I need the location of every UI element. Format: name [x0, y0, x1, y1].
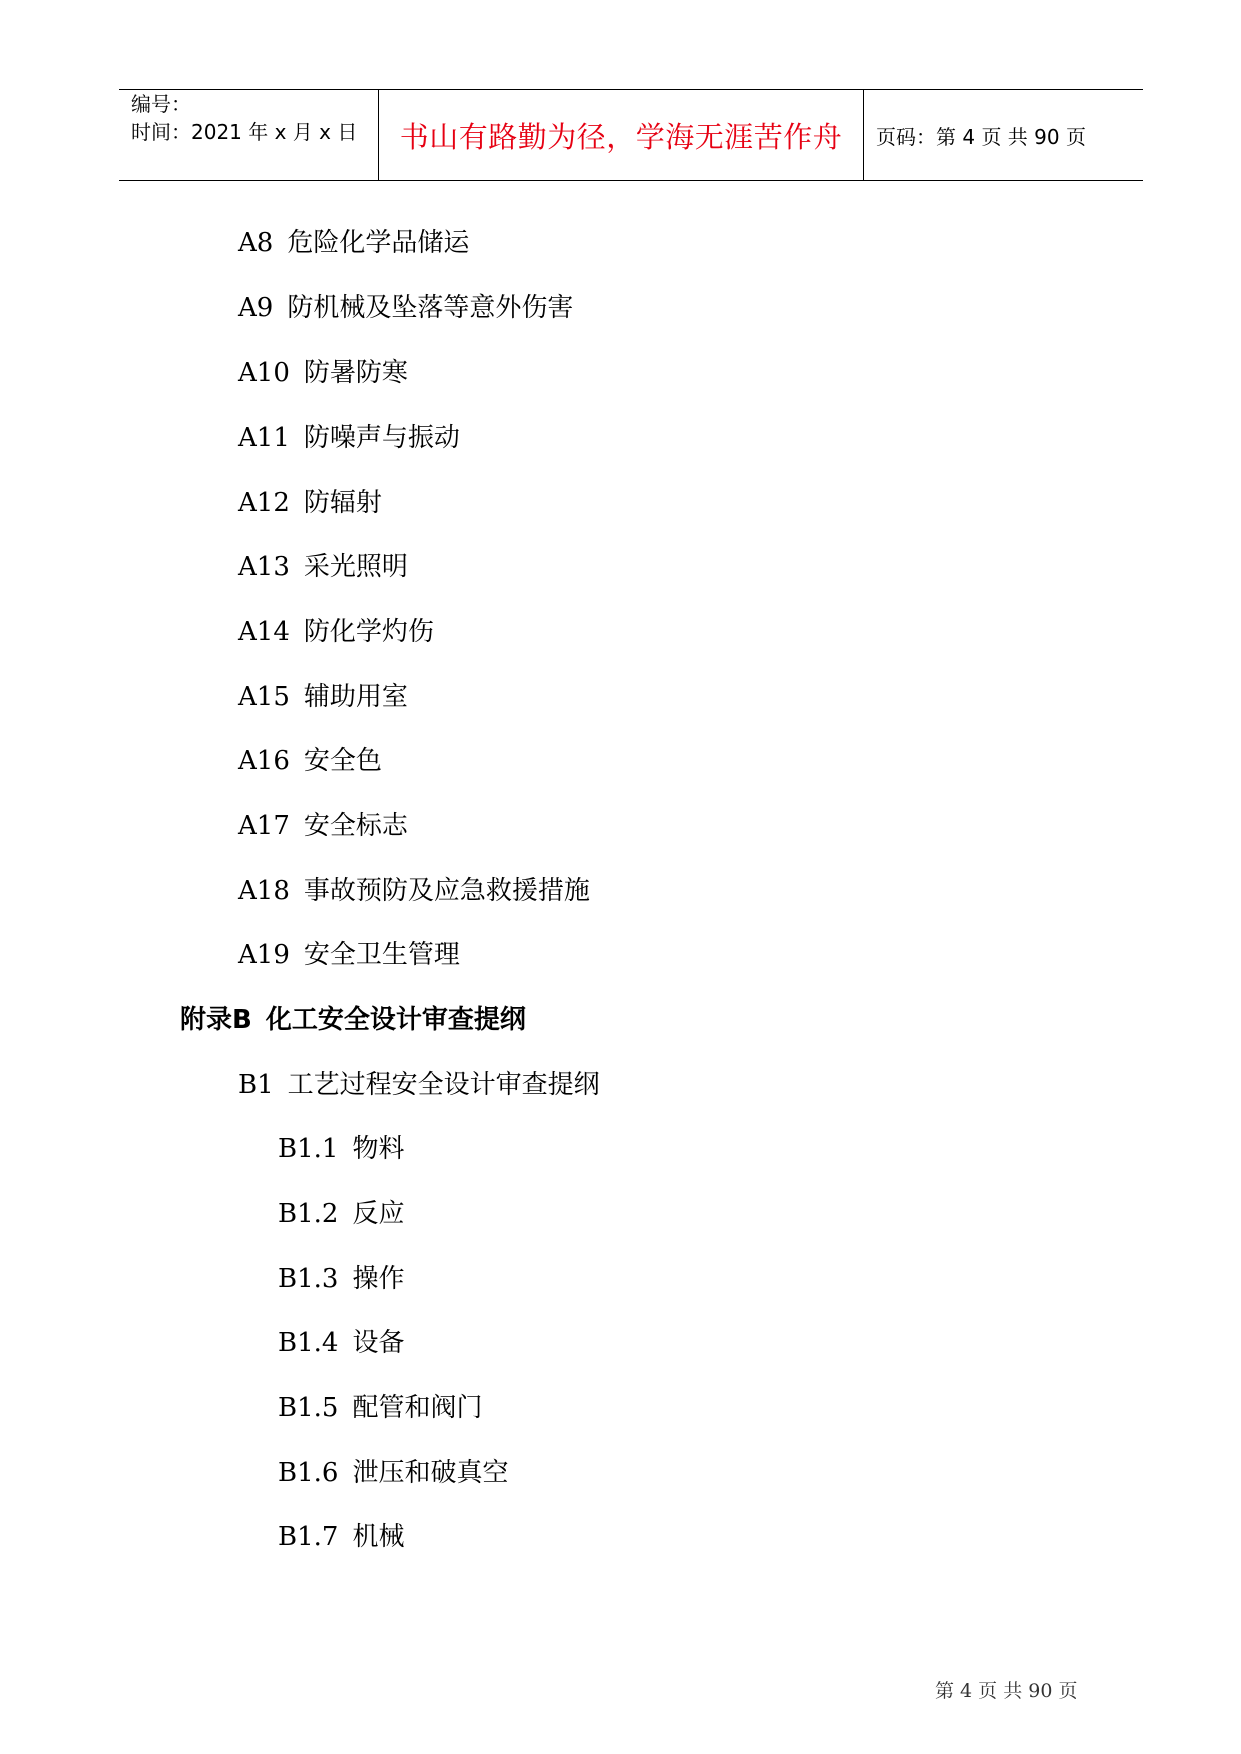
toc-item-a19: A19 安全卫生管理 — [238, 940, 460, 970]
toc-item-b1-4: B1.4 设备 — [278, 1328, 405, 1358]
toc-item-b1-3: B1.3 操作 — [278, 1264, 405, 1294]
page-footer-number: 第 4 页 共 90 页 — [935, 1680, 1078, 1702]
toc-item-b1-7: B1.7 机械 — [278, 1522, 405, 1552]
page-header — [119, 89, 1143, 181]
toc-item-a14: A14 防化学灼伤 — [238, 617, 434, 647]
header-page-cell — [864, 90, 1143, 180]
header-motto-cell — [379, 90, 864, 180]
document-time-label: 时间：2021 年 x 月 x 日 — [131, 120, 358, 144]
header-meta-cell — [119, 90, 379, 180]
toc-item-a9: A9 防机械及坠落等意外伤害 — [238, 293, 574, 323]
toc-item-a13: A13 采光照明 — [238, 552, 408, 582]
header-motto: 书山有路勤为径，学海无涯苦作舟 — [399, 119, 843, 154]
toc-appendix-b: 附录B 化工安全设计审查提纲 — [180, 1005, 526, 1035]
toc-item-a17: A17 安全标志 — [238, 811, 408, 841]
toc-item-b1-1: B1.1 物料 — [278, 1134, 405, 1164]
document-code-label: 编号： — [131, 92, 191, 116]
toc-item-b1: B1 工艺过程安全设计审查提纲 — [238, 1070, 600, 1100]
toc-item-b1-6: B1.6 泄压和破真空 — [278, 1458, 509, 1488]
toc-item-a10: A10 防暑防寒 — [238, 358, 408, 388]
toc-item-a8: A8 危险化学品储运 — [238, 228, 470, 258]
toc-item-b1-5: B1.5 配管和阀门 — [278, 1393, 483, 1423]
toc-item-a16: A16 安全色 — [238, 746, 382, 776]
toc-item-a11: A11 防噪声与振动 — [238, 423, 460, 453]
toc-item-a18: A18 事故预防及应急救援措施 — [238, 876, 590, 906]
toc-item-b1-2: B1.2 反应 — [278, 1199, 405, 1229]
toc-item-a15: A15 辅助用室 — [238, 682, 408, 712]
header-page-number: 页码：第 4 页 共 90 页 — [876, 124, 1086, 149]
toc-item-a12: A12 防辐射 — [238, 488, 382, 518]
